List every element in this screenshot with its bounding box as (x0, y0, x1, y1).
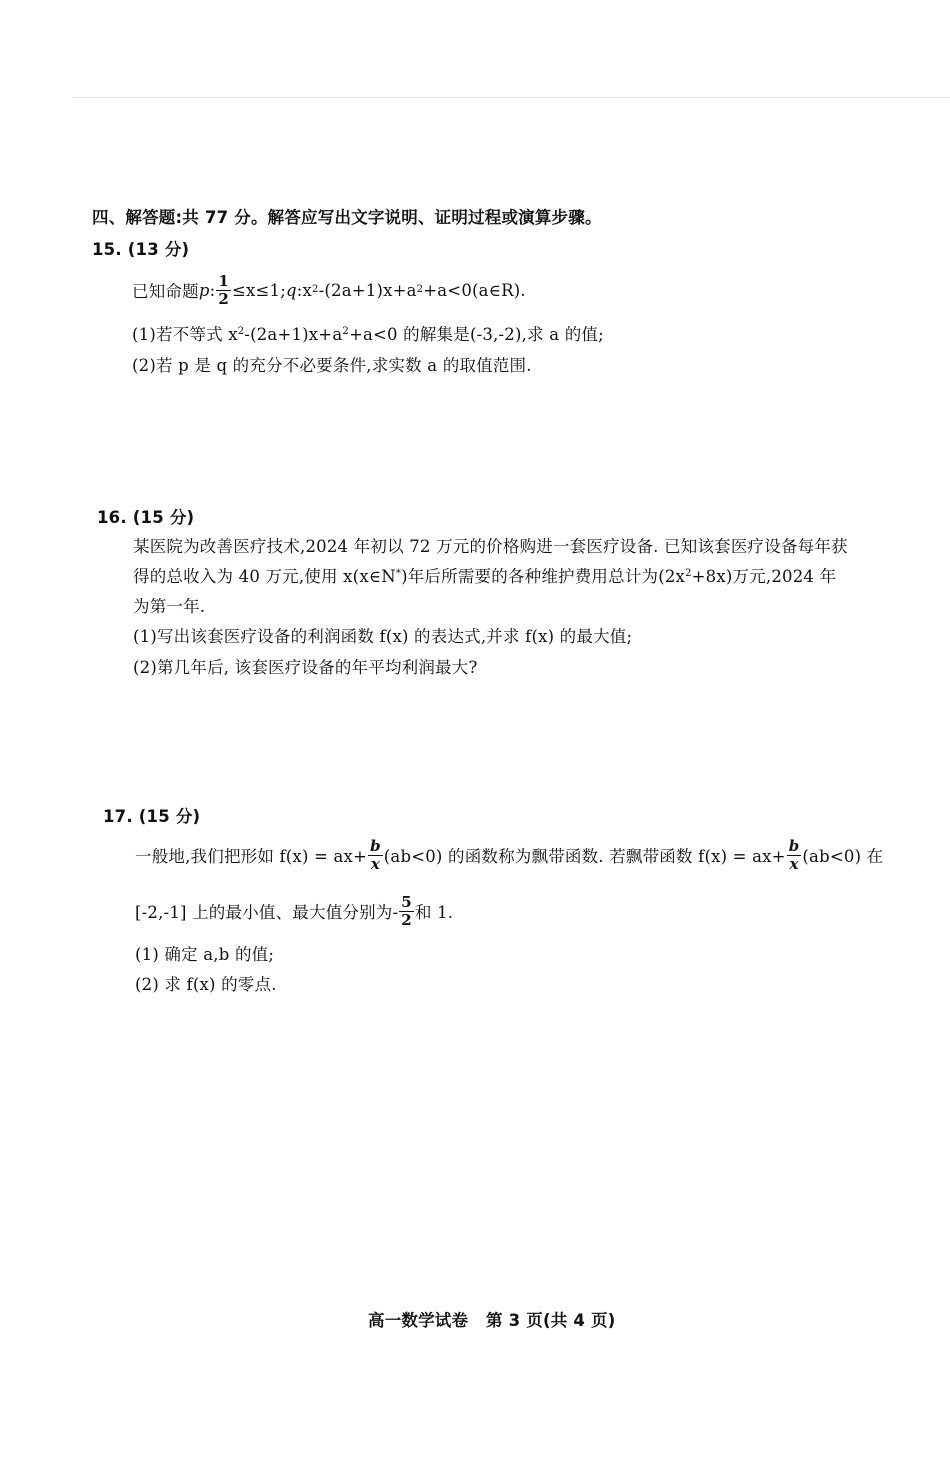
q16-line2-a: 得的总收入为 40 万元,使用 x(x∈N (133, 567, 396, 586)
q17-five-halves-fraction (399, 892, 414, 929)
q15-part1-sup-a: 2 (237, 326, 245, 337)
q16-part2: (2)第几年后, 该套医疗设备的年平均利润最大? (133, 658, 478, 677)
q17-line2 (135, 888, 453, 934)
q15-half-den: 2 (218, 289, 229, 308)
q17-part2: (2) 求 f(x) 的零点. (135, 975, 277, 994)
q15-stem-b: ≤x≤1; (231, 280, 286, 300)
q15-stem: 已知命题 p : $\frac{1}{2}$ ≤x≤1; q :x 2 -(2a+1)x+a 2 +a<0(a∈R). (132, 271, 526, 308)
top-divider (72, 97, 950, 98)
q15-stem-a: 已知命题 (132, 282, 199, 301)
q17-part1: (1) 确定 a,b 的值; (135, 945, 275, 964)
q15-half-num: 1 (218, 271, 229, 290)
q15-part1-c: +a<0 的解集是(-3,-2),求 a 的值; (348, 325, 604, 344)
q17-b-over-x-fraction (368, 836, 383, 873)
q17-five-num: 5 (401, 892, 412, 911)
q17-two-den: 2 (401, 910, 412, 929)
section-heading: 四、解答题:共 77 分。解答应写出文字说明、证明过程或演算步骤。 (92, 208, 602, 227)
q15-colon: : (209, 280, 216, 300)
q16-line3: 为第一年. (133, 597, 206, 616)
q17-b-num-2: b (788, 836, 800, 855)
q15-part1-sup-b: 2 (342, 326, 349, 337)
q17-line1-a: 一般地,我们把形如 f(x) = ax+ (135, 847, 368, 866)
q15-q: q (286, 280, 297, 300)
q17-line2-b: 和 1. (414, 903, 454, 922)
q17-b-over-x-fraction-2 (787, 836, 802, 873)
q15-p: p (198, 280, 210, 300)
q15-half-fraction (216, 271, 231, 308)
q16-line2-sup: 2 (685, 568, 692, 579)
page-footer: 高一数学试卷 第 3 页(共 4 页) (368, 1311, 616, 1330)
q15-stem-c: :x (296, 280, 313, 300)
q15-stem-e: +a<0(a∈R). (423, 280, 526, 300)
q15-title: 15. (13 分) (92, 240, 190, 259)
q16-line2-b: )年后所需要的各种维护费用总计为(2x (401, 567, 686, 586)
q16-part1: (1)写出该套医疗设备的利润函数 f(x) 的表达式,并求 f(x) 的最大值; (133, 627, 633, 646)
q16-line2-star: * (395, 568, 402, 579)
q16-title: 16. (15 分) (97, 508, 195, 527)
q15-stem-d: -(2a+1)x+a (318, 280, 417, 300)
q17-line1 (135, 832, 883, 878)
q17-title: 17. (15 分) (103, 807, 201, 826)
q16-line2 (133, 563, 836, 587)
q16-line2-c: +8x)万元,2024 年 (691, 567, 837, 586)
q17-line1-c: (ab<0) 在 (802, 847, 884, 866)
q17-line2-a: [-2,-1] 上的最小值、最大值分别为- (135, 903, 399, 922)
q17-x-den: x (370, 854, 380, 873)
q15-part1 (132, 321, 604, 345)
q17-line1-b: (ab<0) 的函数称为飘带函数. 若飘带函数 f(x) = ax+ (383, 847, 786, 866)
q16-line1: 某医院为改善医疗技术,2024 年初以 72 万元的价格购进一套医疗设备. 已知该套医疗设备每年获 (133, 537, 848, 556)
q15-part1-b: -(2a+1)x+a (244, 325, 343, 344)
q15-part2: (2)若 p 是 q 的充分不必要条件,求实数 a 的取值范围. (132, 356, 532, 375)
q17-x-den-2: x (789, 854, 799, 873)
q17-b-num: b (370, 836, 381, 855)
q15-part1-a: (1)若不等式 x (132, 325, 238, 344)
